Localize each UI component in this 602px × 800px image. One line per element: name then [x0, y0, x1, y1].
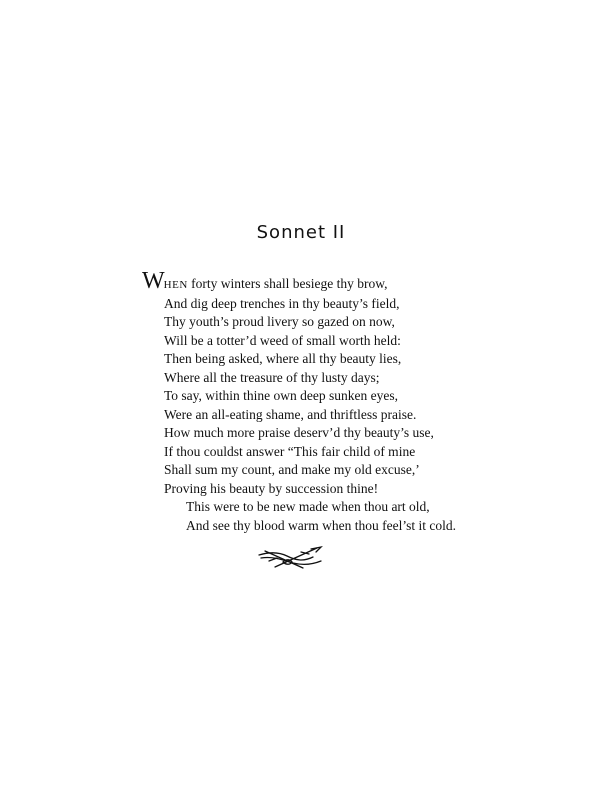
drop-cap: W: [142, 268, 164, 294]
poem-line-4: Will be a totter’d weed of small worth held:: [164, 332, 401, 348]
couplet-line-14: And see thy blood warm when thou feel’st it cold.: [186, 517, 456, 533]
line-text: forty winters shall besiege thy brow,: [187, 276, 388, 291]
poem-line-10: If thou couldst answer “This fair child of mine: [164, 443, 416, 459]
poem-line-3: Thy youth’s proud livery so gazed on now,: [164, 314, 395, 329]
sonnet-body: [142, 268, 562, 535]
couplet-line-13: This were to be new made when thou art old,: [186, 499, 430, 514]
poem-line-9: How much more praise deserv’d thy beauty’s use,: [164, 425, 434, 440]
poem-line-6: Where all the treasure of thy lusty days;: [164, 369, 380, 385]
poem-line-11: Shall sum my count, and make my old excuse,’: [164, 462, 420, 477]
poem-line-7: To say, within thine own deep sunken eyes,: [164, 388, 399, 403]
poem-line-1: [142, 268, 562, 295]
page-title: Sonnet II: [256, 222, 346, 243]
poem-line-2: And dig deep trenches in thy beauty’s field,: [164, 295, 400, 311]
small-caps-word: HEN: [163, 279, 188, 291]
poem-line-5: Then being asked, where all thy beauty lies,: [164, 351, 402, 366]
poem-line-8: Were an all-eating shame, and thriftless praise.: [164, 406, 417, 422]
poem-line-12: Proving his beauty by succession thine!: [164, 480, 379, 496]
flourish-ornament-icon: [255, 543, 327, 573]
